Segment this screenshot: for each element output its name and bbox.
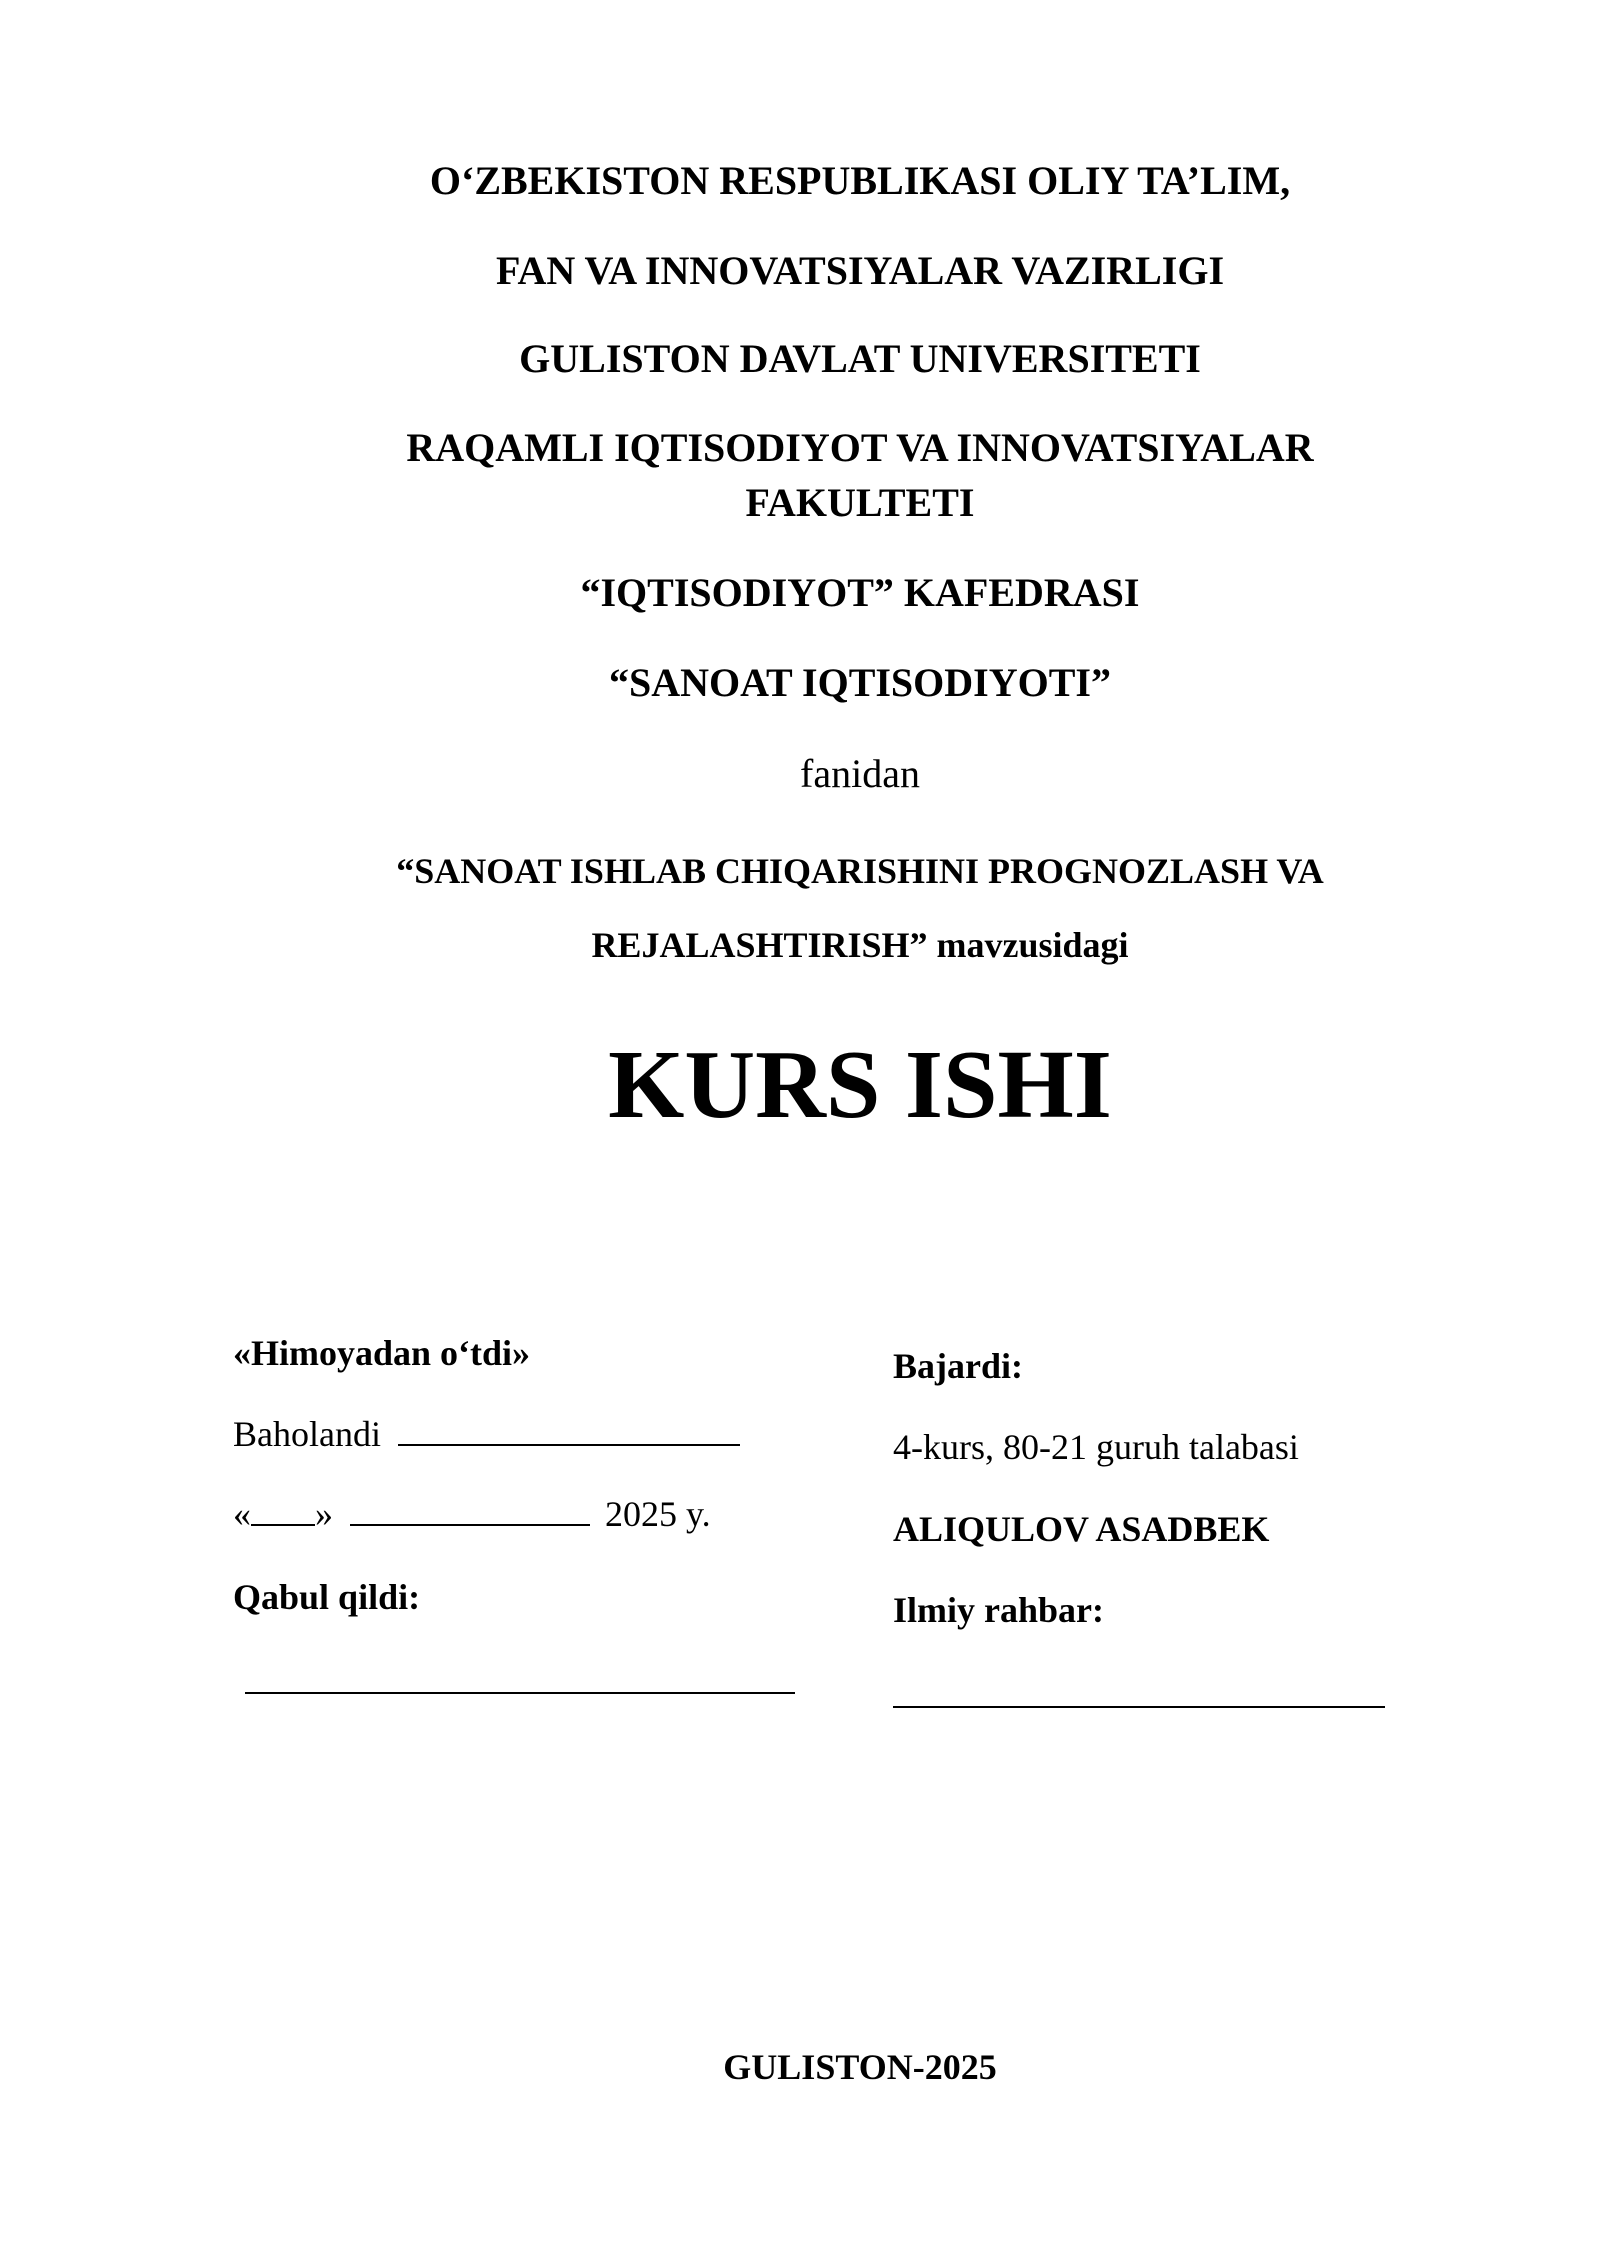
ministry-line-1: O‘ZBEKISTON RESPUBLIKASI OLIY TA’LIM, xyxy=(429,158,1291,203)
ministry-line-2: FAN VA INNOVATSIYALAR VAZIRLIGI xyxy=(495,248,1225,293)
graded-row xyxy=(233,1413,740,1455)
defended-label: «Himoyadan o‘tdi» xyxy=(233,1333,531,1373)
supervisor-signature-line xyxy=(893,1706,1385,1708)
accepted-label: Qabul qildi: xyxy=(233,1577,421,1617)
accepted-signature-line xyxy=(245,1692,795,1694)
graded-label: Baholandi xyxy=(233,1414,381,1454)
date-close-quote: » xyxy=(315,1494,333,1534)
student-info: 4-kurs, 80-21 guruh talabasi xyxy=(893,1427,1299,1467)
date-row xyxy=(233,1493,711,1535)
department-name: “IQTISODIYOT” KAFEDRASI xyxy=(580,570,1140,615)
faculty-line-2: FAKULTETI xyxy=(745,480,975,525)
date-year: 2025 y. xyxy=(605,1494,711,1534)
date-open-quote: « xyxy=(233,1494,251,1534)
day-blank-line xyxy=(251,1494,315,1526)
done-label: Bajardi: xyxy=(893,1346,1023,1386)
topic-line-1: “SANOAT ISHLAB CHIQARISHINI PROGNOZLASH VA xyxy=(396,851,1324,891)
topic-line-2-main: REJALASHTIRISH” xyxy=(591,925,928,965)
topic-line-2-suffix: mavzusidagi xyxy=(936,925,1129,965)
city-year: GULISTON-2025 xyxy=(723,2047,997,2087)
month-blank-line xyxy=(350,1494,590,1526)
university-name: GULISTON DAVLAT UNIVERSITETI xyxy=(519,336,1201,381)
student-name: ALIQULOV ASADBEK xyxy=(893,1509,1270,1549)
supervisor-label: Ilmiy rahbar: xyxy=(893,1590,1104,1630)
document-title: KURS ISHI xyxy=(608,1031,1112,1139)
grade-blank-line xyxy=(398,1414,740,1446)
topic-line-2 xyxy=(330,922,1390,968)
subject-name: “SANOAT IQTISODIYOTI” xyxy=(609,660,1111,705)
faculty-line-1: RAQAMLI IQTISODIYOT VA INNOVATSIYALAR xyxy=(406,425,1314,470)
subject-suffix: fanidan xyxy=(800,751,920,796)
